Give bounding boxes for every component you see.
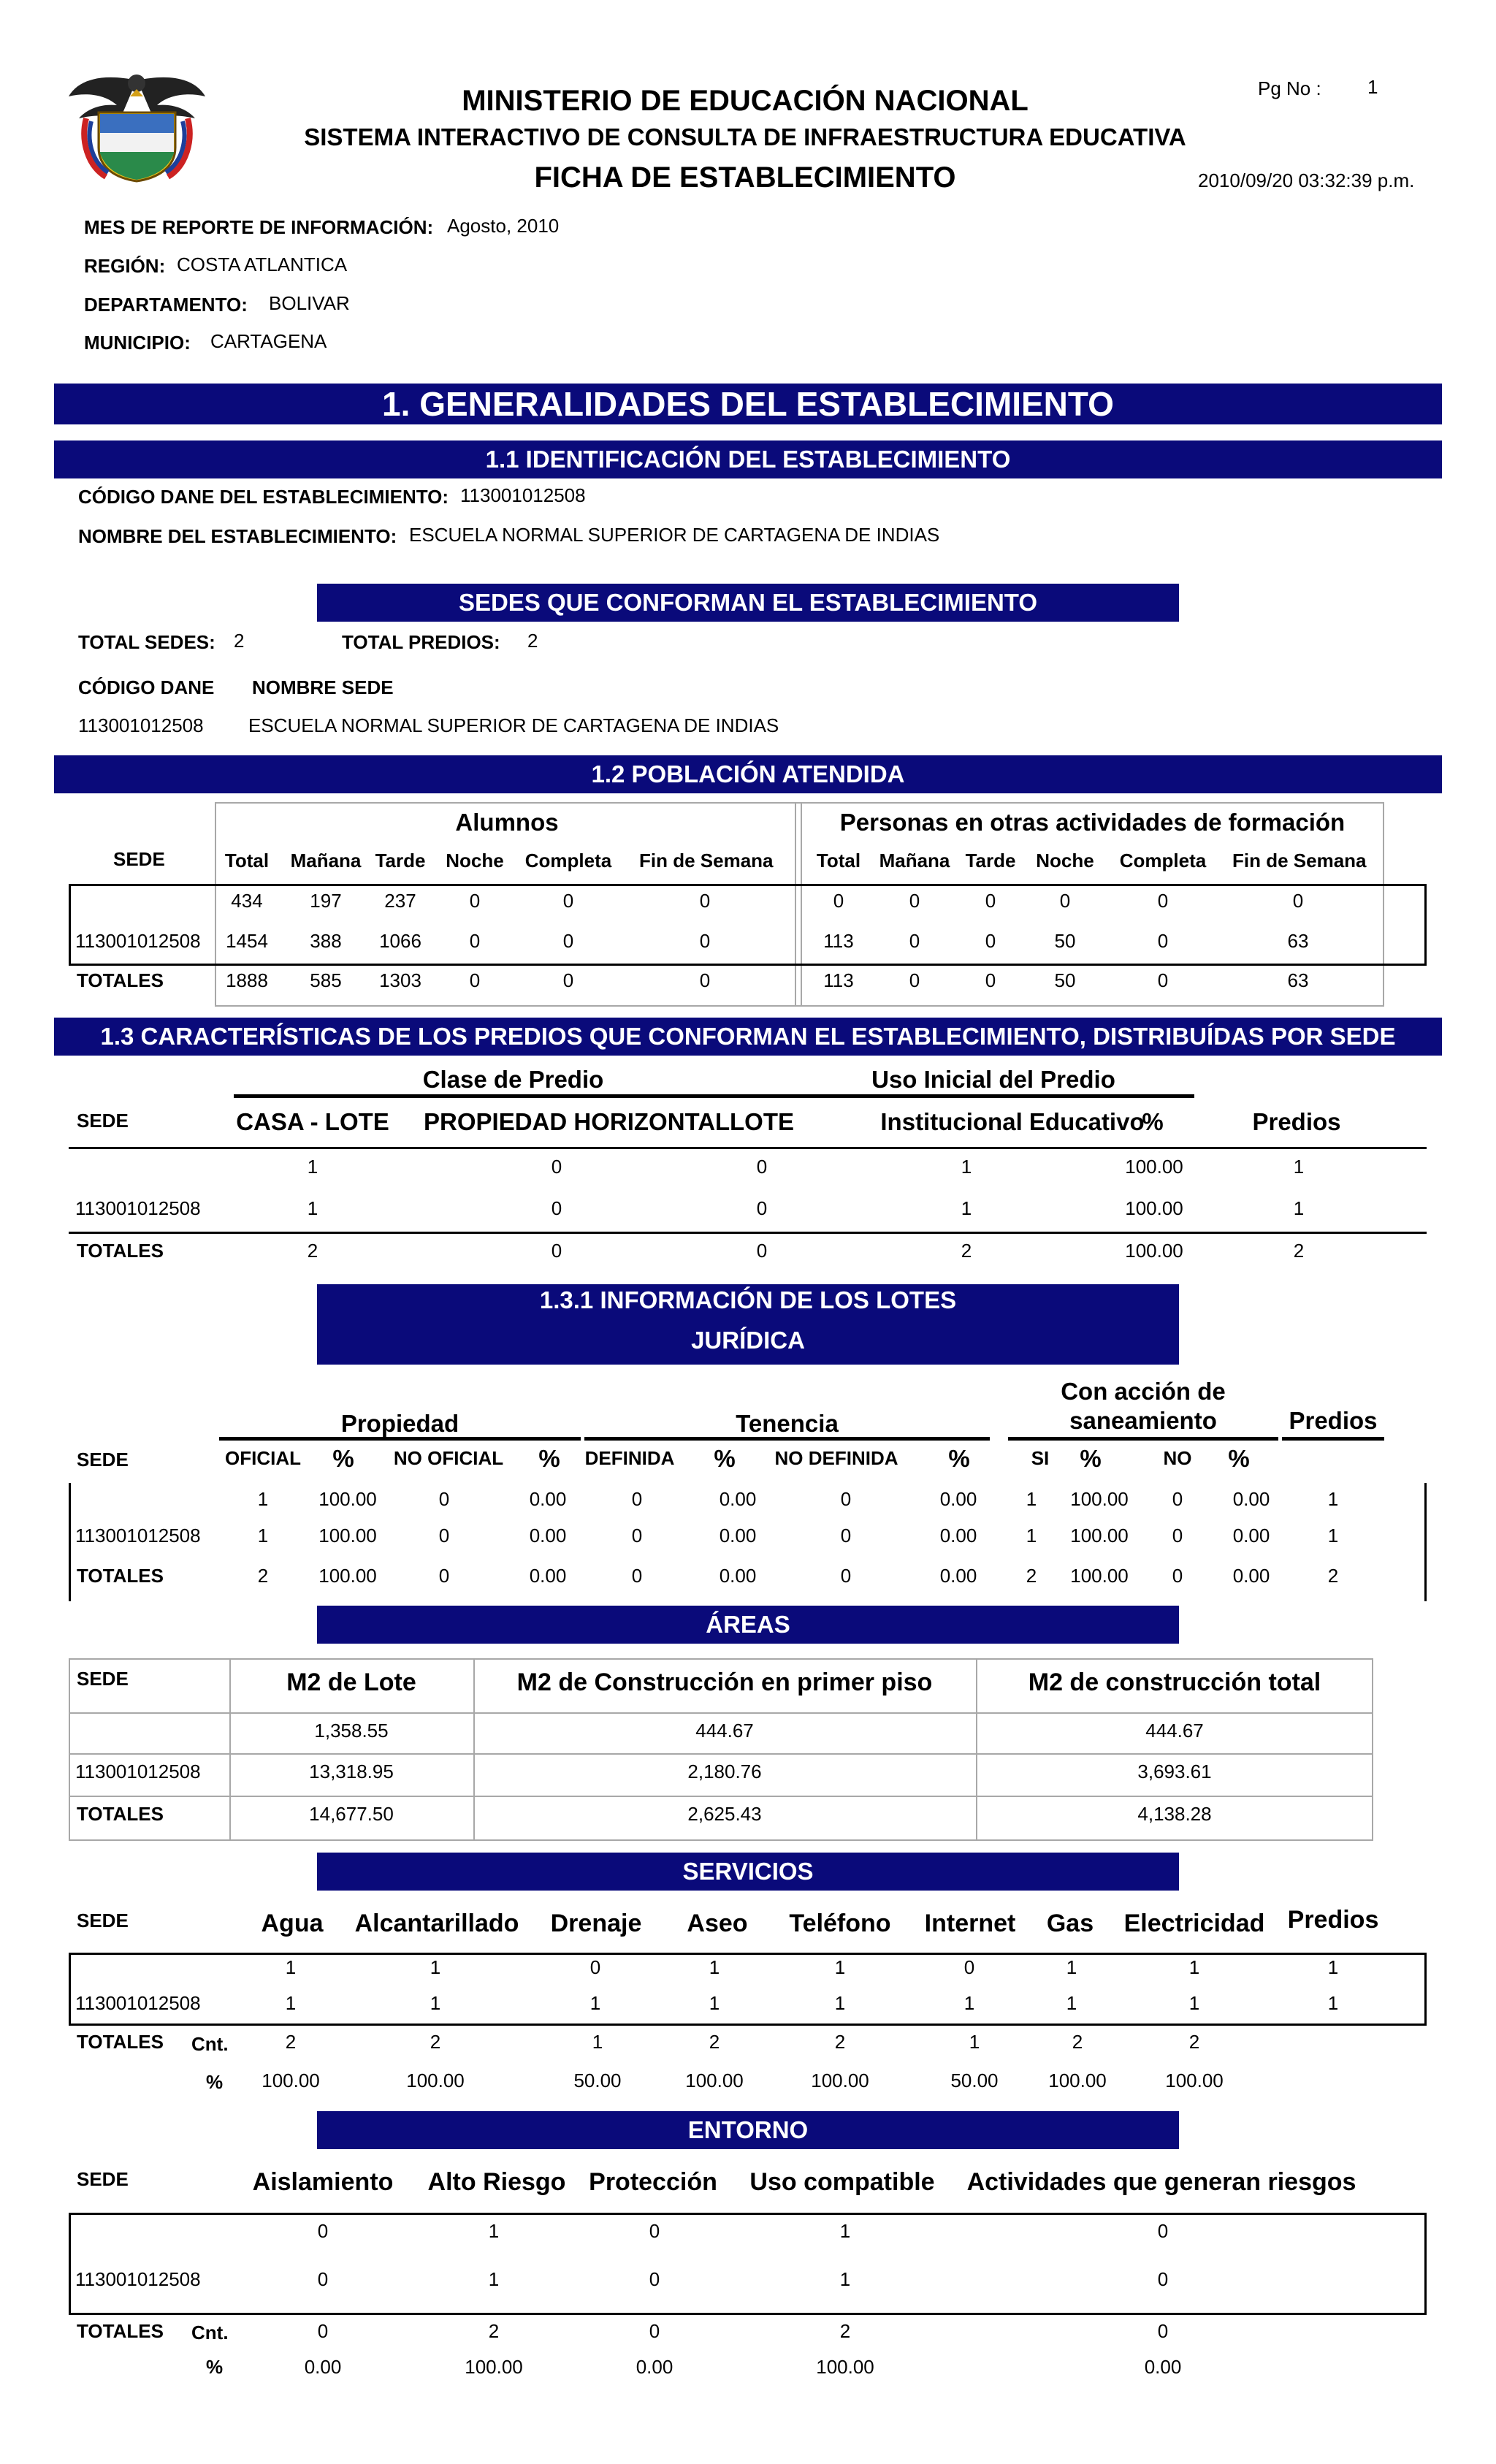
lotes-title: 1.3.1 INFORMACIÓN DE LOS LOTES (539, 1286, 957, 1313)
servicios-total-pct: 100.00 (262, 2070, 320, 2091)
entorno-cnt-label: Cnt. (191, 2322, 229, 2343)
servicios-col-2: Drenaje (550, 1910, 642, 1937)
lotes-col-9: % (1080, 1445, 1102, 1472)
poblacion-total-cell: 1303 (379, 969, 421, 991)
lotes-total-cell: 2 (257, 1565, 269, 1587)
total-predios-value: 2 (527, 630, 538, 652)
poblacion-cell: 113 (823, 930, 854, 952)
lotes-cell: 100.00 (1070, 1488, 1129, 1510)
predios-cell: 0 (756, 1156, 768, 1178)
servicios-title: SERVICIOS (317, 1853, 1179, 1891)
entorno-cell: 0 (317, 2220, 329, 2242)
servicios-cell: 1 (834, 1992, 846, 2014)
lotes-col-1: % (332, 1445, 354, 1472)
poblacion-cell: 0 (562, 890, 574, 912)
poblacion-cell: 434 (231, 890, 263, 912)
poblacion-total-cell: 0 (469, 969, 481, 991)
areas-cell: 3,693.61 (1137, 1761, 1212, 1782)
poblacion-total-cell: 0 (909, 969, 920, 991)
servicios-total-pct: 100.00 (811, 2070, 869, 2091)
entorno-sede-label: SEDE (77, 2168, 129, 2190)
lotes-total-cell: 100.00 (1070, 1565, 1129, 1587)
lotes-cell: 0 (1172, 1525, 1183, 1546)
servicios-cell: 1 (963, 1992, 975, 2014)
poblacion-total-cell: 0 (699, 969, 711, 991)
ministry-title: MINISTERIO DE EDUCACIÓN NACIONAL (462, 85, 1028, 117)
lotes-cell: 0.00 (939, 1488, 977, 1510)
servicios-cell: 1 (709, 1956, 720, 1978)
predios-col-3: Institucional Educativo (880, 1108, 1145, 1135)
servicios-total-cnt: 2 (285, 2031, 297, 2053)
servicios-total-pct: 100.00 (1048, 2070, 1107, 2091)
predios-totals-label: TOTALES (77, 1240, 164, 1262)
servicios-total-pct: 100.00 (406, 2070, 465, 2091)
depto-label: DEPARTAMENTO: (84, 294, 248, 316)
poblacion-total-cell: 0 (562, 969, 574, 991)
poblacion-cell: 388 (310, 930, 342, 952)
servicios-col-3: Aseo (687, 1910, 748, 1937)
poblacion-cell: 0 (699, 930, 711, 952)
servicios-total-cnt: 2 (430, 2031, 441, 2053)
poblacion-cell: 0 (699, 890, 711, 912)
servicios-col-5: Internet (924, 1910, 1016, 1937)
predios-sede-label: SEDE (77, 1110, 129, 1132)
lotes-col-3: % (538, 1445, 560, 1472)
servicios-total-cnt: 2 (1188, 2031, 1200, 2053)
lotes-total-cell: 100.00 (318, 1565, 377, 1587)
lotes-total-cell: 0.00 (1232, 1565, 1270, 1587)
lotes-total-cell: 0 (631, 1565, 643, 1587)
poblacion-cell: 0 (469, 930, 481, 952)
lotes-cell: 1 (257, 1488, 269, 1510)
lotes-cell: 0.00 (529, 1525, 567, 1546)
poblacion-col-alumnos-0: Total (224, 850, 270, 871)
poblacion-total-cell: 0 (985, 969, 996, 991)
predios-total-cell: 0 (756, 1240, 768, 1262)
poblacion-total-cell: 0 (1157, 969, 1169, 991)
areas-cell: 13,318.95 (309, 1761, 394, 1782)
page-label: Pg No : (1258, 77, 1321, 99)
areas-title: ÁREAS (317, 1606, 1179, 1644)
region-label: REGIÓN: (84, 255, 166, 277)
nombre-value: ESCUELA NORMAL SUPERIOR DE CARTAGENA DE INDIAS (409, 524, 940, 546)
municipio-value: CARTAGENA (210, 330, 327, 352)
system-title: SISTEMA INTERACTIVO DE CONSULTA DE INFRAESTRUCTURA EDUCATIVA (304, 123, 1186, 150)
poblacion-cell: 197 (310, 890, 342, 912)
entorno-cell: 0 (317, 2268, 329, 2290)
entorno-cell: 1 (488, 2220, 500, 2242)
lotes-cell: 0 (438, 1525, 450, 1546)
servicios-total-pct: 50.00 (573, 2070, 622, 2091)
lotes-sede-label: SEDE (77, 1449, 129, 1471)
page-number: 1 (1367, 76, 1378, 98)
predios-cell: 1 (1293, 1197, 1305, 1219)
entorno-col-3: Uso compatible (749, 2168, 935, 2196)
servicios-cell: 1 (430, 1956, 441, 1978)
lotes-group-tenencia: Tenencia (736, 1410, 839, 1437)
coat-of-arms-logo (66, 67, 208, 183)
poblacion-cell: 0 (1292, 890, 1304, 912)
predios-col-1: PROPIEDAD HORIZONTAL (424, 1108, 730, 1135)
lotes-sede-row-2: 113001012508 (75, 1525, 201, 1546)
servicios-col-0: Agua (261, 1910, 324, 1937)
lotes-col-0: OFICIAL (225, 1447, 301, 1469)
servicios-totals-label: TOTALES (77, 2031, 164, 2053)
entorno-total-cnt: 0 (649, 2320, 660, 2342)
predios-cell: 100.00 (1125, 1156, 1183, 1178)
servicios-total-pct: 50.00 (950, 2070, 999, 2091)
poblacion-col-otras-1: Mañana (879, 850, 950, 871)
lotes-col-11: % (1228, 1445, 1250, 1472)
predios-col-5: Predios (1252, 1108, 1341, 1135)
entorno-col-4: Actividades que generan riesgos (966, 2168, 1356, 2196)
servicios-cell: 1 (589, 1992, 601, 2014)
areas-total-cell: 4,138.28 (1137, 1803, 1212, 1825)
servicios-col-6: Gas (1046, 1910, 1094, 1937)
entorno-cell: 0 (1157, 2268, 1169, 2290)
depto-value: BOLIVAR (269, 292, 350, 314)
poblacion-total-cell: 63 (1287, 969, 1309, 991)
servicios-cnt-label: Cnt. (191, 2033, 229, 2055)
areas-cell: 1,358.55 (314, 1720, 389, 1742)
areas-col-0: M2 de Lote (286, 1668, 416, 1696)
lotes-cell: 0.00 (1232, 1488, 1270, 1510)
predios-sede-row-2: 113001012508 (75, 1197, 201, 1219)
entorno-col-1: Alto Riesgo (427, 2168, 566, 2196)
codigo-value: 113001012508 (460, 484, 586, 506)
lotes-predios-label: Predios (1289, 1407, 1378, 1434)
poblacion-col-otras-3: Noche (1036, 850, 1094, 871)
servicios-cell: 1 (709, 1992, 720, 2014)
lotes-cell: 100.00 (318, 1488, 377, 1510)
total-sedes-label: TOTAL SEDES: (78, 631, 215, 653)
servicios-total-cnt: 2 (834, 2031, 846, 2053)
lotes-cell: 0 (631, 1525, 643, 1546)
areas-cell: 444.67 (695, 1720, 754, 1742)
municipio-label: MUNICIPIO: (84, 332, 191, 354)
servicios-cell: 1 (1327, 1956, 1339, 1978)
poblacion-cell: 0 (1157, 930, 1169, 952)
sedes-col-codigo: CÓDIGO DANE (78, 676, 215, 698)
entorno-total-cnt: 2 (488, 2320, 500, 2342)
lotes-cell: 100.00 (1070, 1525, 1129, 1546)
predios-cell: 1 (961, 1156, 972, 1178)
entorno-pct-label: % (206, 2356, 224, 2378)
areas-total-cell: 2,625.43 (687, 1803, 762, 1825)
servicios-cell: 1 (834, 1956, 846, 1978)
lotes-cell: 0 (631, 1488, 643, 1510)
lotes-total-cell: 0.00 (529, 1565, 567, 1587)
poblacion-cell: 1454 (226, 930, 268, 952)
sedes-col-nombre: NOMBRE SEDE (252, 676, 394, 698)
servicios-total-cnt: 1 (592, 2031, 603, 2053)
poblacion-group-otras: Personas en otras actividades de formación (839, 809, 1346, 836)
poblacion-cell: 0 (1157, 890, 1169, 912)
entorno-sede-row-2: 113001012508 (75, 2268, 201, 2290)
areas-sede-row-2: 113001012508 (75, 1761, 201, 1782)
areas-totals-label: TOTALES (77, 1803, 164, 1825)
servicios-cell: 1 (1066, 1992, 1077, 2014)
servicios-cell: 0 (589, 1956, 601, 1978)
servicios-col-7: Electricidad (1123, 1910, 1265, 1937)
lotes-total-cell: 0 (1172, 1565, 1183, 1587)
poblacion-cell: 0 (985, 890, 996, 912)
lotes-group-saneamiento-2: saneamiento (1069, 1407, 1217, 1434)
poblacion-group-alumnos: Alumnos (455, 809, 559, 836)
predios-cell: 1 (307, 1197, 318, 1219)
entorno-data-frame (69, 2213, 1427, 2315)
lotes-cell: 0 (840, 1525, 852, 1546)
entorno-cell: 0 (1157, 2220, 1169, 2242)
entorno-total-pct: 100.00 (465, 2356, 523, 2378)
lotes-cell: 0.00 (1232, 1525, 1270, 1546)
poblacion-totals-label: TOTALES (77, 969, 164, 991)
poblacion-cell: 1066 (379, 930, 421, 952)
lotes-subtitle: JURÍDICA (691, 1327, 805, 1354)
sedes-row-nombre: ESCUELA NORMAL SUPERIOR DE CARTAGENA DE INDIAS (248, 714, 779, 736)
lotes-cell: 0.00 (719, 1488, 757, 1510)
poblacion-cell: 0 (562, 930, 574, 952)
entorno-cell: 1 (488, 2268, 500, 2290)
predios-total-cell: 2 (307, 1240, 318, 1262)
poblacion-cell: 0 (985, 930, 996, 952)
servicios-cell: 1 (430, 1992, 441, 2014)
poblacion-col-otras-2: Tarde (965, 850, 1016, 871)
region-value: COSTA ATLANTICA (177, 253, 348, 275)
entorno-cell: 0 (649, 2268, 660, 2290)
servicios-total-cnt: 1 (969, 2031, 980, 2053)
lotes-cell: 0 (1172, 1488, 1183, 1510)
servicios-sede-row-2: 113001012508 (75, 1992, 201, 2014)
predios-col-0: CASA - LOTE (236, 1108, 389, 1135)
areas-total-cell: 14,677.50 (309, 1803, 394, 1825)
entorno-totals-label: TOTALES (77, 2320, 164, 2342)
sheet-title: FICHA DE ESTABLECIMIENTO (534, 161, 956, 194)
predios-cell: 0 (551, 1156, 562, 1178)
lotes-col-5: % (714, 1445, 736, 1472)
predios-cell: 1 (961, 1197, 972, 1219)
predios-col-2: LOTE (730, 1108, 794, 1135)
lotes-cell: 1 (257, 1525, 269, 1546)
predios-group-uso: Uso Inicial del Predio (871, 1066, 1115, 1093)
predios-cell: 100.00 (1125, 1197, 1183, 1219)
lotes-group-propiedad: Propiedad (340, 1410, 459, 1437)
nombre-label: NOMBRE DEL ESTABLECIMIENTO: (78, 525, 397, 547)
lotes-group-saneamiento-1: Con acción de (1061, 1378, 1226, 1405)
predios-total-cell: 100.00 (1125, 1240, 1183, 1262)
poblacion-cell: 0 (833, 890, 844, 912)
predios-cell: 1 (1293, 1156, 1305, 1178)
areas-sede-label: SEDE (77, 1668, 129, 1690)
entorno-total-pct: 100.00 (816, 2356, 874, 2378)
servicios-cell: 1 (1066, 1956, 1077, 1978)
servicios-cell: 1 (285, 1992, 297, 2014)
section-1-1-title: 1.1 IDENTIFICACIÓN DEL ESTABLECIMIENTO (54, 440, 1442, 478)
servicios-total-pct: 100.00 (1165, 2070, 1224, 2091)
sedes-row-codigo: 113001012508 (78, 714, 204, 736)
areas-col-2: M2 de construcción total (1028, 1668, 1321, 1696)
entorno-total-cnt: 0 (317, 2320, 329, 2342)
poblacion-title: 1.2 POBLACIÓN ATENDIDA (54, 755, 1442, 793)
servicios-total-cnt: 2 (709, 2031, 720, 2053)
servicios-col-1: Alcantarillado (354, 1910, 519, 1937)
mes-value: Agosto, 2010 (447, 215, 560, 237)
predios-total-cell: 2 (961, 1240, 972, 1262)
lotes-total-cell: 0 (438, 1565, 450, 1587)
poblacion-cell: 0 (1059, 890, 1071, 912)
poblacion-col-alumnos-4: Completa (524, 850, 612, 871)
entorno-cell: 0 (649, 2220, 660, 2242)
poblacion-cell: 237 (384, 890, 416, 912)
lotes-total-cell: 0 (840, 1565, 852, 1587)
lotes-cell: 100.00 (318, 1525, 377, 1546)
entorno-total-cnt: 2 (839, 2320, 851, 2342)
predios-title: 1.3 CARACTERÍSTICAS DE LOS PREDIOS QUE CONFORMAN EL ESTABLECIMIENTO, DISTRIBUÍDAS POR SEDE (54, 1018, 1442, 1056)
lotes-cell: 1 (1026, 1525, 1037, 1546)
lotes-cell: 0.00 (719, 1525, 757, 1546)
lotes-col-7: % (948, 1445, 970, 1472)
servicios-col-4: Teléfono (789, 1910, 891, 1937)
codigo-label: CÓDIGO DANE DEL ESTABLECIMIENTO: (78, 486, 449, 508)
poblacion-sede-label: SEDE (113, 848, 165, 870)
servicios-cell: 1 (1188, 1992, 1200, 2014)
entorno-total-cnt: 0 (1157, 2320, 1169, 2342)
predios-cell: 1 (307, 1156, 318, 1178)
mes-label: MES DE REPORTE DE INFORMACIÓN: (84, 216, 434, 238)
lotes-total-cell: 2 (1327, 1565, 1339, 1587)
entorno-total-pct: 0.00 (1144, 2356, 1182, 2378)
poblacion-col-otras-4: Completa (1119, 850, 1207, 871)
poblacion-total-cell: 50 (1054, 969, 1076, 991)
predios-total-cell: 0 (551, 1240, 562, 1262)
poblacion-total-cell: 113 (823, 969, 854, 991)
predios-cell: 0 (756, 1197, 768, 1219)
section-1-title: 1. GENERALIDADES DEL ESTABLECIMIENTO (54, 384, 1442, 424)
servicios-cell: 1 (1188, 1956, 1200, 1978)
servicios-cell: 1 (285, 1956, 297, 1978)
poblacion-cell: 0 (909, 930, 920, 952)
lotes-col-6: NO DEFINIDA (774, 1447, 898, 1469)
servicios-cell: 0 (963, 1956, 975, 1978)
poblacion-cell: 0 (469, 890, 481, 912)
lotes-cell: 0.00 (529, 1488, 567, 1510)
lotes-cell: 1 (1026, 1488, 1037, 1510)
poblacion-col-otras-0: Total (816, 850, 861, 871)
lotes-col-4: DEFINIDA (584, 1447, 675, 1469)
lotes-cell: 0 (438, 1488, 450, 1510)
lotes-cell: 0 (840, 1488, 852, 1510)
poblacion-cell: 63 (1287, 930, 1309, 952)
predios-cell: 0 (551, 1197, 562, 1219)
lotes-cell: 1 (1327, 1488, 1339, 1510)
entorno-cell: 1 (839, 2268, 851, 2290)
servicios-cell: 1 (1327, 1992, 1339, 2014)
areas-cell: 444.67 (1145, 1720, 1204, 1742)
lotes-total-cell: 2 (1026, 1565, 1037, 1587)
entorno-col-2: Protección (589, 2168, 717, 2196)
entorno-total-pct: 0.00 (636, 2356, 673, 2378)
servicios-col-8: Predios (1287, 1906, 1379, 1934)
poblacion-total-cell: 585 (310, 969, 342, 991)
poblacion-sede-row-2: 113001012508 (75, 930, 201, 952)
servicios-pct-label: % (206, 2071, 224, 2093)
lotes-total-cell: 0.00 (939, 1565, 977, 1587)
predios-group-clase: Clase de Predio (422, 1066, 604, 1093)
entorno-title: ENTORNO (317, 2111, 1179, 2149)
lotes-col-8: SI (1031, 1447, 1050, 1469)
areas-col-1: M2 de Construcción en primer piso (516, 1668, 933, 1696)
entorno-total-pct: 0.00 (304, 2356, 342, 2378)
servicios-sede-label: SEDE (77, 1910, 129, 1931)
poblacion-col-alumnos-2: Tarde (375, 850, 426, 871)
servicios-total-pct: 100.00 (685, 2070, 744, 2091)
total-sedes-value: 2 (234, 630, 245, 652)
poblacion-col-alumnos-5: Fin de Semana (639, 850, 774, 871)
entorno-col-0: Aislamiento (252, 2168, 394, 2196)
lotes-col-2: NO OFICIAL (393, 1447, 504, 1469)
lotes-totals-label: TOTALES (77, 1565, 164, 1587)
poblacion-cell: 50 (1054, 930, 1076, 952)
report-datetime: 2010/09/20 03:32:39 p.m. (1198, 169, 1415, 191)
areas-cell: 2,180.76 (687, 1761, 762, 1782)
poblacion-col-alumnos-3: Noche (446, 850, 504, 871)
lotes-cell: 1 (1327, 1525, 1339, 1546)
poblacion-cell: 0 (909, 890, 920, 912)
entorno-cell: 1 (839, 2220, 851, 2242)
poblacion-col-alumnos-1: Mañana (290, 850, 362, 871)
lotes-col-10: NO (1163, 1447, 1192, 1469)
lotes-cell: 0.00 (939, 1525, 977, 1546)
sedes-title: SEDES QUE CONFORMAN EL ESTABLECIMIENTO (317, 584, 1179, 622)
lotes-total-cell: 0.00 (719, 1565, 757, 1587)
predios-total-cell: 2 (1293, 1240, 1305, 1262)
total-predios-label: TOTAL PREDIOS: (342, 631, 500, 653)
predios-col-4: % (1142, 1108, 1164, 1135)
poblacion-total-cell: 1888 (226, 969, 268, 991)
servicios-total-cnt: 2 (1072, 2031, 1083, 2053)
poblacion-col-otras-5: Fin de Semana (1232, 850, 1367, 871)
